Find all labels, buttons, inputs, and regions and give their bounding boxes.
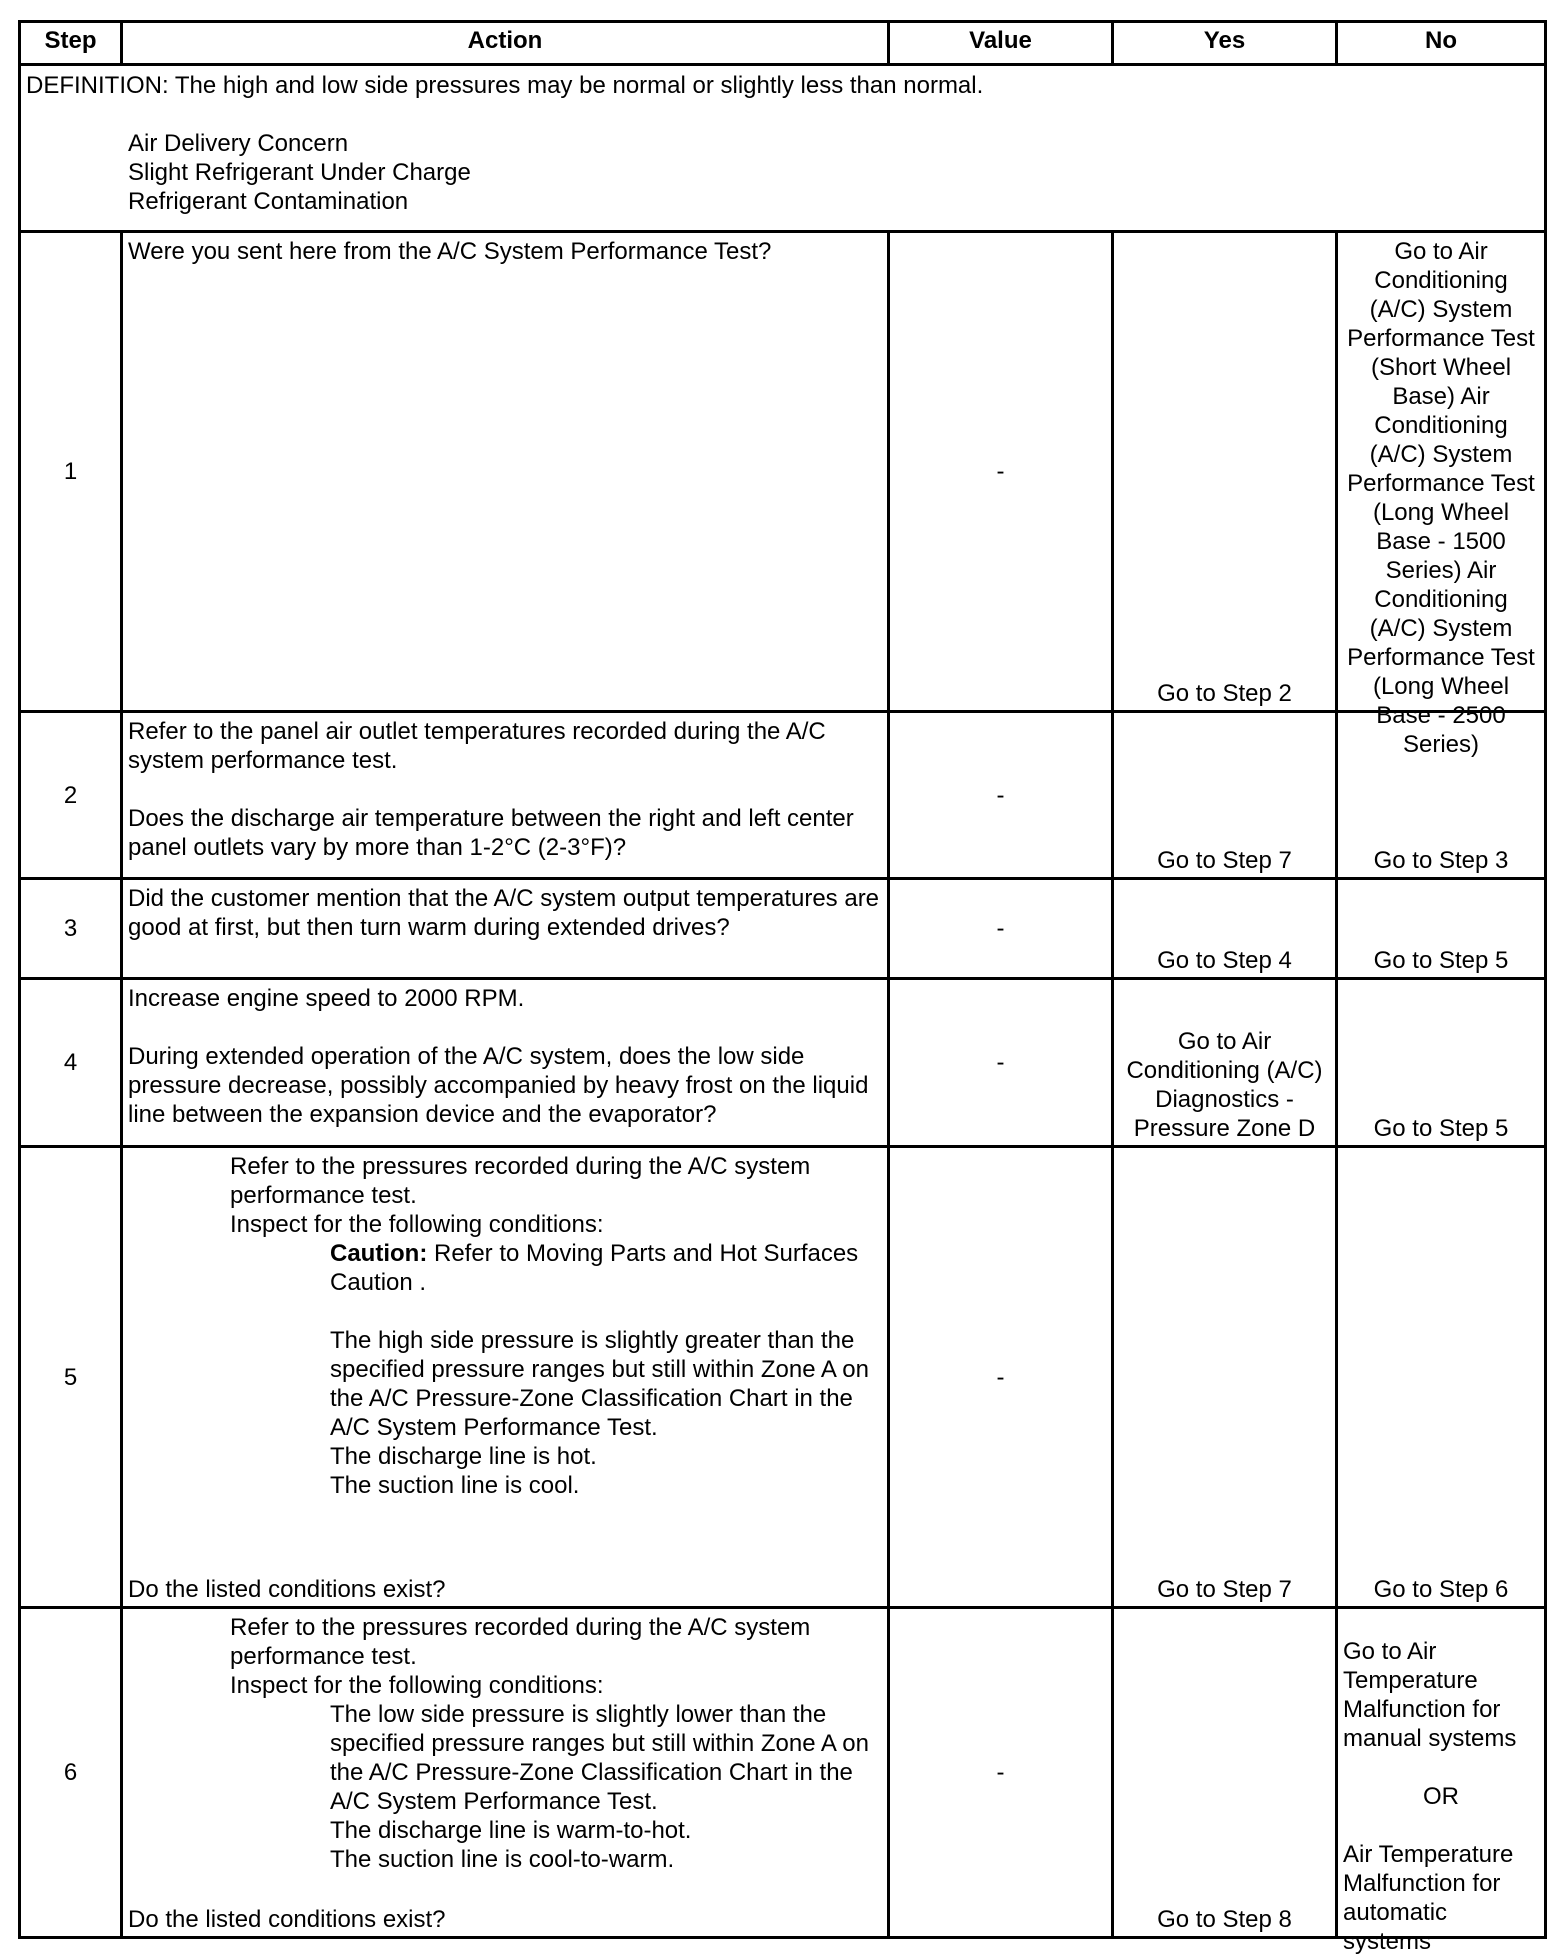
condition-item: The low side pressure is slightly lower than the specified pressure ranges but still within Zone A on the A/C Pressure-Zone Classification Chart in the A/C System Performance Test. bbox=[330, 1701, 869, 1815]
step-yes bbox=[1114, 1609, 1338, 1936]
table-row bbox=[21, 880, 1544, 980]
step-action bbox=[123, 1148, 890, 1606]
caution-text: Refer to Moving Parts and Hot Surfaces Caution . bbox=[330, 1240, 859, 1296]
header-no: No bbox=[1425, 27, 1457, 54]
step-yes bbox=[1114, 233, 1338, 710]
step-yes bbox=[1114, 880, 1338, 977]
caution-note bbox=[128, 1239, 882, 1297]
action-question: Do the listed conditions exist? bbox=[128, 1576, 446, 1603]
definition-item: Air Delivery Concern bbox=[128, 130, 349, 157]
step-value: - bbox=[890, 880, 1114, 977]
definition-item: Slight Refrigerant Under Charge bbox=[128, 159, 471, 186]
action-paragraph: Refer to the pressures recorded during the A/C system performance test. bbox=[230, 1614, 811, 1670]
action-paragraph: During extended operation of the A/C system, does the low side pressure decrease, possibly accompanied by heavy frost on the liquid line between the expansion device and the evaporator? bbox=[128, 1043, 869, 1128]
table-row bbox=[21, 980, 1544, 1148]
no-link-text: Go to Step 3 bbox=[1373, 847, 1509, 874]
yes-link-text: Go to Step 2 bbox=[1157, 680, 1292, 707]
step-no bbox=[1338, 880, 1544, 977]
step-number: 4 bbox=[21, 980, 123, 1145]
table-header-row bbox=[21, 23, 1544, 66]
step-no bbox=[1338, 713, 1544, 877]
step-no bbox=[1338, 1609, 1544, 1955]
step-number: 1 bbox=[21, 233, 123, 710]
yes-link-text: Go to Step 7 bbox=[1157, 1576, 1292, 1603]
step-action bbox=[123, 1609, 890, 1936]
step-yes bbox=[1114, 1148, 1338, 1606]
definition-text: DEFINITION: The high and low side pressures may be normal or slightly less than normal. bbox=[26, 72, 984, 99]
step-action: Were you sent here from the A/C System Performance Test? bbox=[123, 233, 890, 710]
step-no: Go to Air Conditioning (A/C) System Performance Test (Short Wheel Base) Air Conditioning (A/C) System Performance Test (Long Wheel Base - 1500 Series) Air Conditioning (A/C) System Performance Test (Long Wheel Base - 2500 Series) bbox=[1347, 238, 1535, 758]
step-no bbox=[1338, 1148, 1544, 1606]
action-paragraph: Does the discharge air temperature between the right and left center panel outlets vary by more than 1-2°C (2-3°F)? bbox=[128, 805, 854, 861]
step-number: 6 bbox=[21, 1609, 123, 1936]
table-row bbox=[21, 1609, 1544, 1955]
header-yes: Yes bbox=[1114, 23, 1338, 63]
step-yes bbox=[1114, 980, 1338, 1145]
no-link-text: Go to Air Temperature Malfunction for manual systems bbox=[1343, 1638, 1517, 1752]
action-paragraph: Inspect for the following conditions: bbox=[230, 1211, 604, 1238]
yes-link-text: Go to Step 7 bbox=[1157, 847, 1292, 874]
no-link-text: Go to Step 5 bbox=[1373, 947, 1509, 974]
action-paragraph: Inspect for the following conditions: bbox=[230, 1672, 604, 1699]
no-link-text: Go to Step 6 bbox=[1373, 1576, 1509, 1603]
step-value: - bbox=[890, 1609, 1114, 1936]
step-number: 3 bbox=[21, 880, 123, 977]
table-row bbox=[21, 1148, 1544, 1609]
step-action bbox=[123, 980, 890, 1145]
step-yes bbox=[1114, 713, 1338, 877]
no-link-text: Go to Step 5 bbox=[1373, 1115, 1509, 1142]
condition-item: The suction line is cool. bbox=[330, 1472, 580, 1499]
diagnostic-table bbox=[18, 20, 1547, 1955]
table-row bbox=[21, 713, 1544, 880]
definition-row bbox=[21, 66, 1544, 233]
step-no bbox=[1338, 980, 1544, 1145]
step-action bbox=[123, 713, 890, 877]
yes-link-text: Go to Step 4 bbox=[1157, 947, 1292, 974]
or-separator: OR bbox=[1423, 1783, 1459, 1810]
header-step: Step bbox=[21, 23, 123, 63]
caution-label: Caution: bbox=[330, 1240, 428, 1267]
action-paragraph: Refer to the pressures recorded during the A/C system performance test. bbox=[230, 1153, 811, 1209]
condition-item: The high side pressure is slightly greater than the specified pressure ranges but still within Zone A on the A/C Pressure-Zone Classification Chart in the A/C System Performance Test. bbox=[330, 1327, 869, 1441]
action-paragraph: Increase engine speed to 2000 RPM. bbox=[128, 985, 525, 1012]
yes-link-text: Go to Air Conditioning (A/C) Diagnostics - Pressure Zone D bbox=[1126, 1028, 1323, 1142]
step-number: 5 bbox=[21, 1148, 123, 1606]
condition-item: The discharge line is warm-to-hot. bbox=[330, 1817, 692, 1844]
action-paragraph: Refer to the panel air outlet temperatures recorded during the A/C system performance test. bbox=[128, 718, 826, 774]
condition-item: The suction line is cool-to-warm. bbox=[330, 1846, 675, 1873]
step-value: - bbox=[890, 233, 1114, 710]
condition-item: The discharge line is hot. bbox=[330, 1443, 597, 1470]
step-value: - bbox=[890, 713, 1114, 877]
header-action: Action bbox=[123, 23, 890, 63]
yes-link-text: Go to Step 8 bbox=[1157, 1906, 1292, 1933]
step-number: 2 bbox=[21, 713, 123, 877]
step-value: - bbox=[890, 1148, 1114, 1606]
step-action: Did the customer mention that the A/C system output temperatures are good at first, but then turn warm during extended drives? bbox=[123, 880, 890, 977]
action-question: Do the listed conditions exist? bbox=[128, 1906, 446, 1933]
no-link-text: Air Temperature Malfunction for automatic systems bbox=[1343, 1841, 1514, 1955]
definition-item: Refrigerant Contamination bbox=[128, 188, 409, 215]
header-value: Value bbox=[890, 23, 1114, 63]
step-value: - bbox=[890, 980, 1114, 1145]
